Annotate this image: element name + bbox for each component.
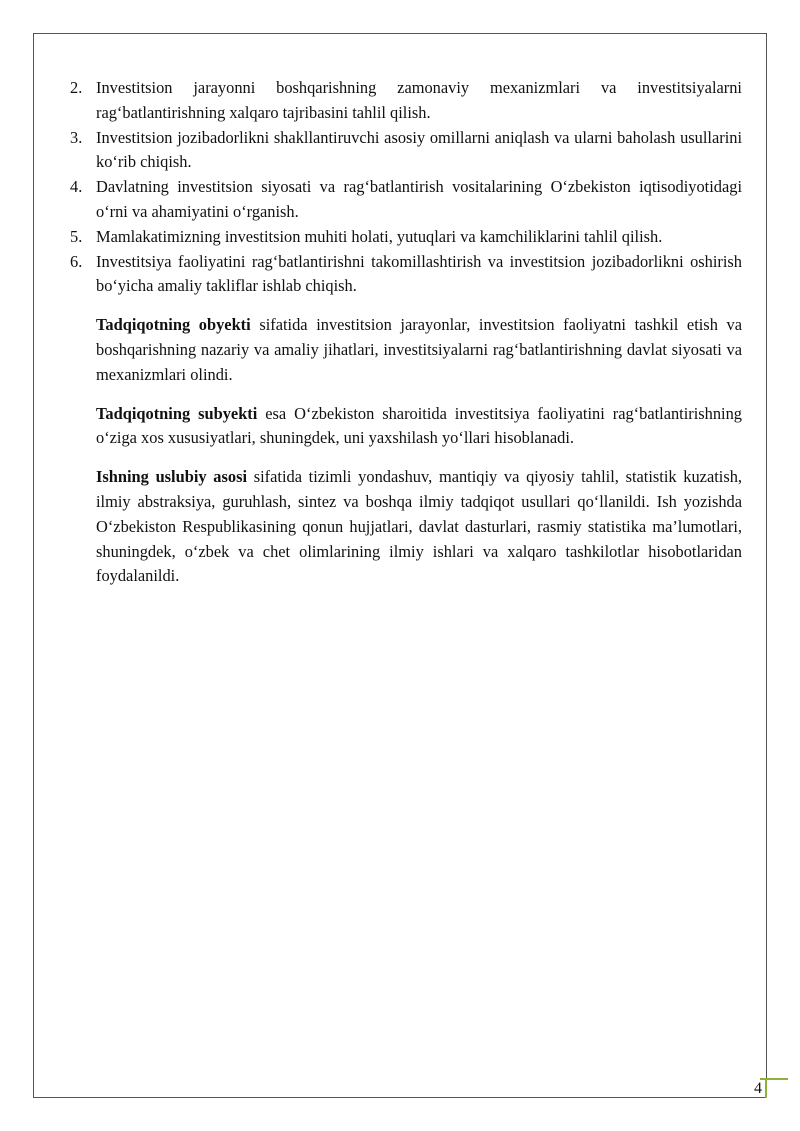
- list-item-number: 4.: [70, 177, 83, 197]
- footer-accent-divider: [765, 1078, 767, 1098]
- list-item-text: Investitsion jarayonni boshqarishning zamonaviy mexanizmlari va investitsiyalarni rag‘batlantirishning xalqaro tajribasini tahlil qilish.: [96, 78, 742, 122]
- list-item-number: 3.: [70, 127, 83, 147]
- research-tasks-list: [70, 76, 742, 299]
- methodology-paragraph: [96, 465, 742, 589]
- list-item-number: 2.: [70, 78, 83, 97]
- research-object-text: sifatida investitsion jarayonlar, investitsion faoliyatni tashkil etish va boshqarishning nazariy va amaliy jihatlari, investitsiyalarni rag‘batlantirishning davlat siyosati va mexanizmlari olindi.: [96, 315, 742, 384]
- list-item: [70, 175, 742, 225]
- research-subject-paragraph: [96, 402, 742, 452]
- research-object-paragraph: [96, 313, 742, 387]
- methodology-text: sifatida tizimli yondashuv, mantiqiy va qiyosiy tahlil, statistik kuzatish, ilmiy abstraksiya, guruhlash, sintez va boshqa ilmiy tadqiqot usullari qo‘llanildi. Ish yozishda O‘zbekiston Respublikasining qonun hujjatlari, davlat dasturlari, rasmiy statistika ma’lumotlari, shuningdek, o‘zbek va chet olimlarining ilmiy ishlari va xalqaro tashkilotlar hisobotlaridan foydalanildi.: [96, 467, 743, 586]
- list-item: [70, 250, 742, 300]
- page-number: 4: [754, 1080, 762, 1097]
- list-item-number: 5.: [70, 226, 83, 246]
- list-item-number: 6.: [70, 251, 83, 271]
- list-item-text: Mamlakatimizning investitsion muhiti holati, yutuqlari va kamchiliklarini tahlil qilish.: [96, 226, 663, 246]
- list-item-text: Investitsion jozibadorlikni shakllantiruvchi asosiy omillarni aniqlash va ularni baholash usullarini ko‘rib chiqish.: [96, 127, 742, 172]
- research-object-term: Tadqiqotning obyekti: [96, 315, 251, 335]
- list-item-text: Investitsiya faoliyatini rag‘batlantirishni takomillashtirish va investitsion jozibadorlikni oshirish bo‘yicha amaliy takliflar ishlab chiqish.: [96, 251, 742, 296]
- list-item: [70, 225, 742, 250]
- methodology-term: Ishning uslubiy asosi: [96, 467, 248, 487]
- list-item: [70, 76, 742, 126]
- document-body: [70, 76, 742, 589]
- list-item: [70, 126, 742, 176]
- research-subject-text: esa O‘zbekiston sharoitida investitsiya faoliyatini rag‘batlantirishning o‘ziga xos xususiyatlari, shuningdek, uni yaxshilash yo‘llari hisoblanadi.: [96, 403, 742, 448]
- research-subject-term: Tadqiqotning subyekti: [96, 403, 258, 423]
- list-item-text: Davlatning investitsion siyosati va rag‘batlantirish vositalarining O‘zbekiston iqtisodiyotidagi o‘rni va ahamiyatini o‘rganish.: [96, 177, 742, 221]
